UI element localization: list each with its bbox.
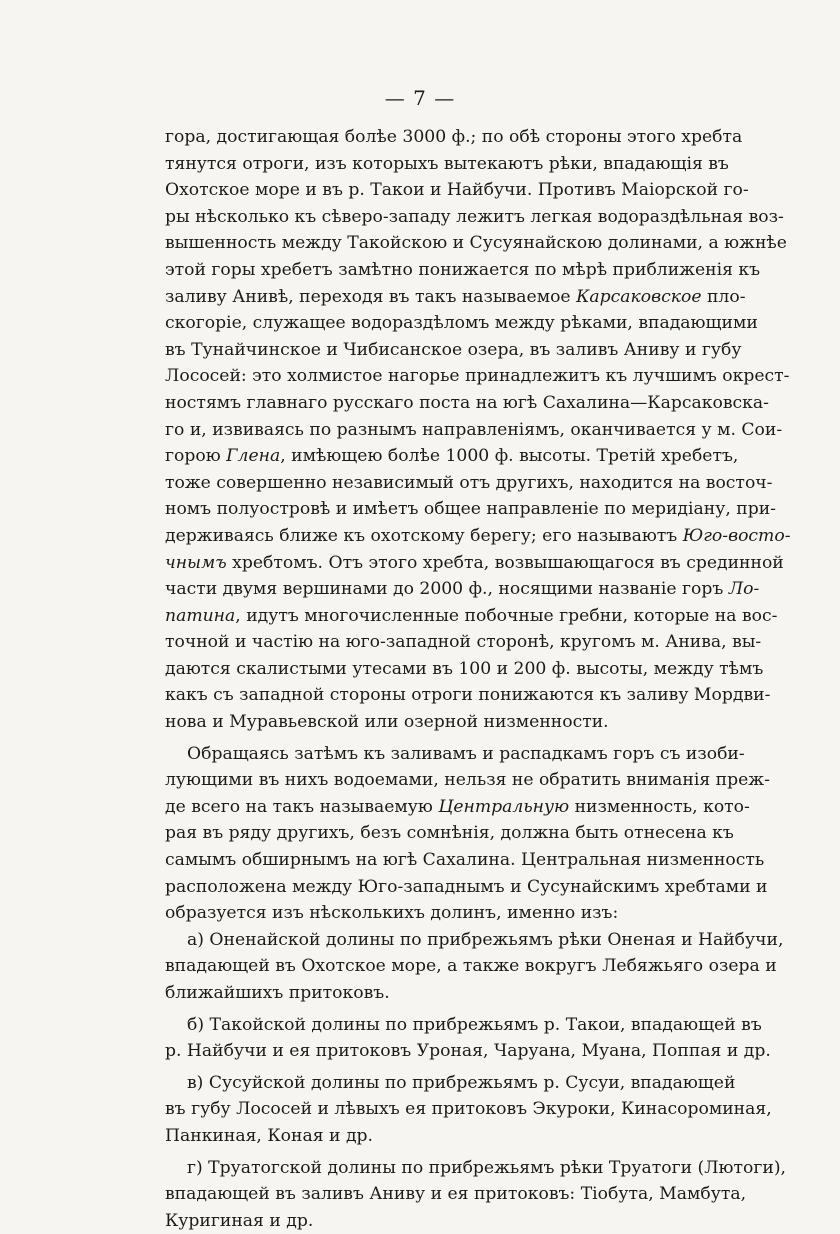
- text-line: го и, извиваясь по разнымъ направленіямъ, оканчивается у м. Сои-: [165, 419, 783, 440]
- italic-term: Центральную: [438, 796, 570, 817]
- text-line: гора, достигающая болѣе 3000 ф.; по обѣ стороны этого хребта: [165, 127, 743, 147]
- text-line: въ Тунайчинское и Чибисанское озера, въ заливъ Аниву и губу: [165, 339, 742, 360]
- text-line: точной и частію на юго-западной сторонѣ, кругомъ м. Анива, вы-: [165, 632, 762, 653]
- text-line: впадающей въ Охотское море, а также вокругъ Лебяжьяго озера и: [165, 956, 777, 977]
- text-line: в) Сусуйской долины по прибрежьямъ р. Сусуи, впадающей: [187, 1072, 736, 1093]
- text-line: ближайшихъ притоковъ.: [165, 983, 390, 1003]
- text-line: Лососей: это холмистое нагорье принадлежитъ къ лучшимъ окрест-: [165, 366, 790, 387]
- text-line: держиваясь ближе къ охотскому берегу; его называютъ Юго-восто-: [165, 525, 791, 546]
- body-text: [165, 124, 791, 1234]
- text-line: этой горы хребетъ замѣтно понижается по мѣрѣ приближенія къ: [165, 259, 761, 280]
- italic-term: Глена: [226, 446, 281, 467]
- text-line: тоже совершенно независимый отъ другихъ, находится на восточ-: [165, 472, 773, 493]
- text-line: даются скалистыми утесами въ 100 и 200 ф. высоты, между тѣмъ: [165, 658, 764, 679]
- page-number: — 7 —: [384, 86, 456, 110]
- italic-term: Ло-: [728, 579, 760, 600]
- text-line: рая въ ряду другихъ, безъ сомнѣнія, должна быть отнесена къ: [165, 823, 734, 844]
- text-line: де всего на такъ называемую Центральную низменность, кото-: [165, 796, 750, 817]
- text-line: Панкиная, Коная и др.: [165, 1125, 373, 1146]
- text-line: ностямъ главнаго русскаго поста на югѣ Сахалина—Карсаковска-: [165, 392, 769, 413]
- text-line: а) Оненайской долины по прибрежьямъ рѣки Оненая и Найбучи,: [187, 929, 784, 950]
- text-line: какъ съ западной стороны отроги понижаются къ заливу Мордви-: [165, 685, 771, 706]
- text-line: образуется изъ нѣсколькихъ долинъ, именно изъ:: [165, 903, 619, 924]
- text-line: заливу Анивѣ, переходя въ такъ называемое Карсаковское пло-: [165, 286, 746, 307]
- text-line: патина, идутъ многочисленные побочные гребни, которые на вос-: [165, 605, 778, 626]
- italic-term: Юго-восто-: [682, 525, 791, 546]
- text-line: самымъ обширнымъ на югѣ Сахалина. Центральная низменность: [165, 850, 765, 871]
- text-line: Охотское море и въ р. Такои и Найбучи. Противъ Маіорской го-: [165, 180, 749, 201]
- text-line: тянутся отроги, изъ которыхъ вытекаютъ рѣки, впадающія въ: [165, 153, 729, 174]
- text-line: номъ полуостровѣ и имѣетъ общее направленіе по меридіану, при-: [165, 499, 776, 520]
- text-line: чнымъ хребтомъ. Отъ этого хребта, возвышающагося въ срединной: [165, 552, 784, 573]
- text-line: расположена между Юго-западнымъ и Сусунайскимъ хребтами и: [165, 876, 768, 897]
- text-line: вышенность между Такойскою и Сусуянайскою долинами, а южнѣе: [165, 233, 787, 254]
- italic-term: чнымъ: [165, 552, 227, 573]
- text-line: б) Такойской долины по прибрежьямъ р. Такои, впадающей въ: [187, 1014, 762, 1035]
- italic-term: Карсаковское: [576, 286, 702, 307]
- text-line: р. Найбучи и ея притоковъ Уроная, Чаруана, Муана, Поппая и др.: [165, 1041, 771, 1062]
- text-line: нова и Муравьевской или озерной низменности.: [165, 712, 609, 733]
- text-line: лующими въ нихъ водоемами, нельзя не обратить вниманія преж-: [165, 770, 770, 791]
- text-line: горою Глена, имѣющею болѣе 1000 ф. высоты. Третій хребетъ,: [165, 446, 739, 467]
- text-line: части двумя вершинами до 2000 ф., носящими названіе горъ Ло-: [165, 579, 760, 600]
- italic-term: патина: [165, 605, 236, 626]
- text-line: Обращаясь затѣмъ къ заливамъ и распадкамъ горъ съ изоби-: [187, 743, 745, 764]
- text-line: впадающей въ заливъ Аниву и ея притоковъ: Тіобута, Мамбута,: [165, 1184, 747, 1205]
- text-line: г) Труатогской долины по прибрежьямъ рѣки Труатоги (Лютоги),: [187, 1157, 787, 1178]
- text-line: ры нѣсколько къ сѣверо-западу лежитъ легкая водораздѣльная воз-: [165, 206, 784, 227]
- text-line: въ губу Лососей и лѣвыхъ ея притоковъ Экуроки, Кинасороминая,: [165, 1099, 772, 1120]
- text-line: Куригиная и др.: [165, 1210, 314, 1231]
- text-line: скогоріе, служащее водораздѣломъ между рѣками, впадающими: [165, 313, 758, 334]
